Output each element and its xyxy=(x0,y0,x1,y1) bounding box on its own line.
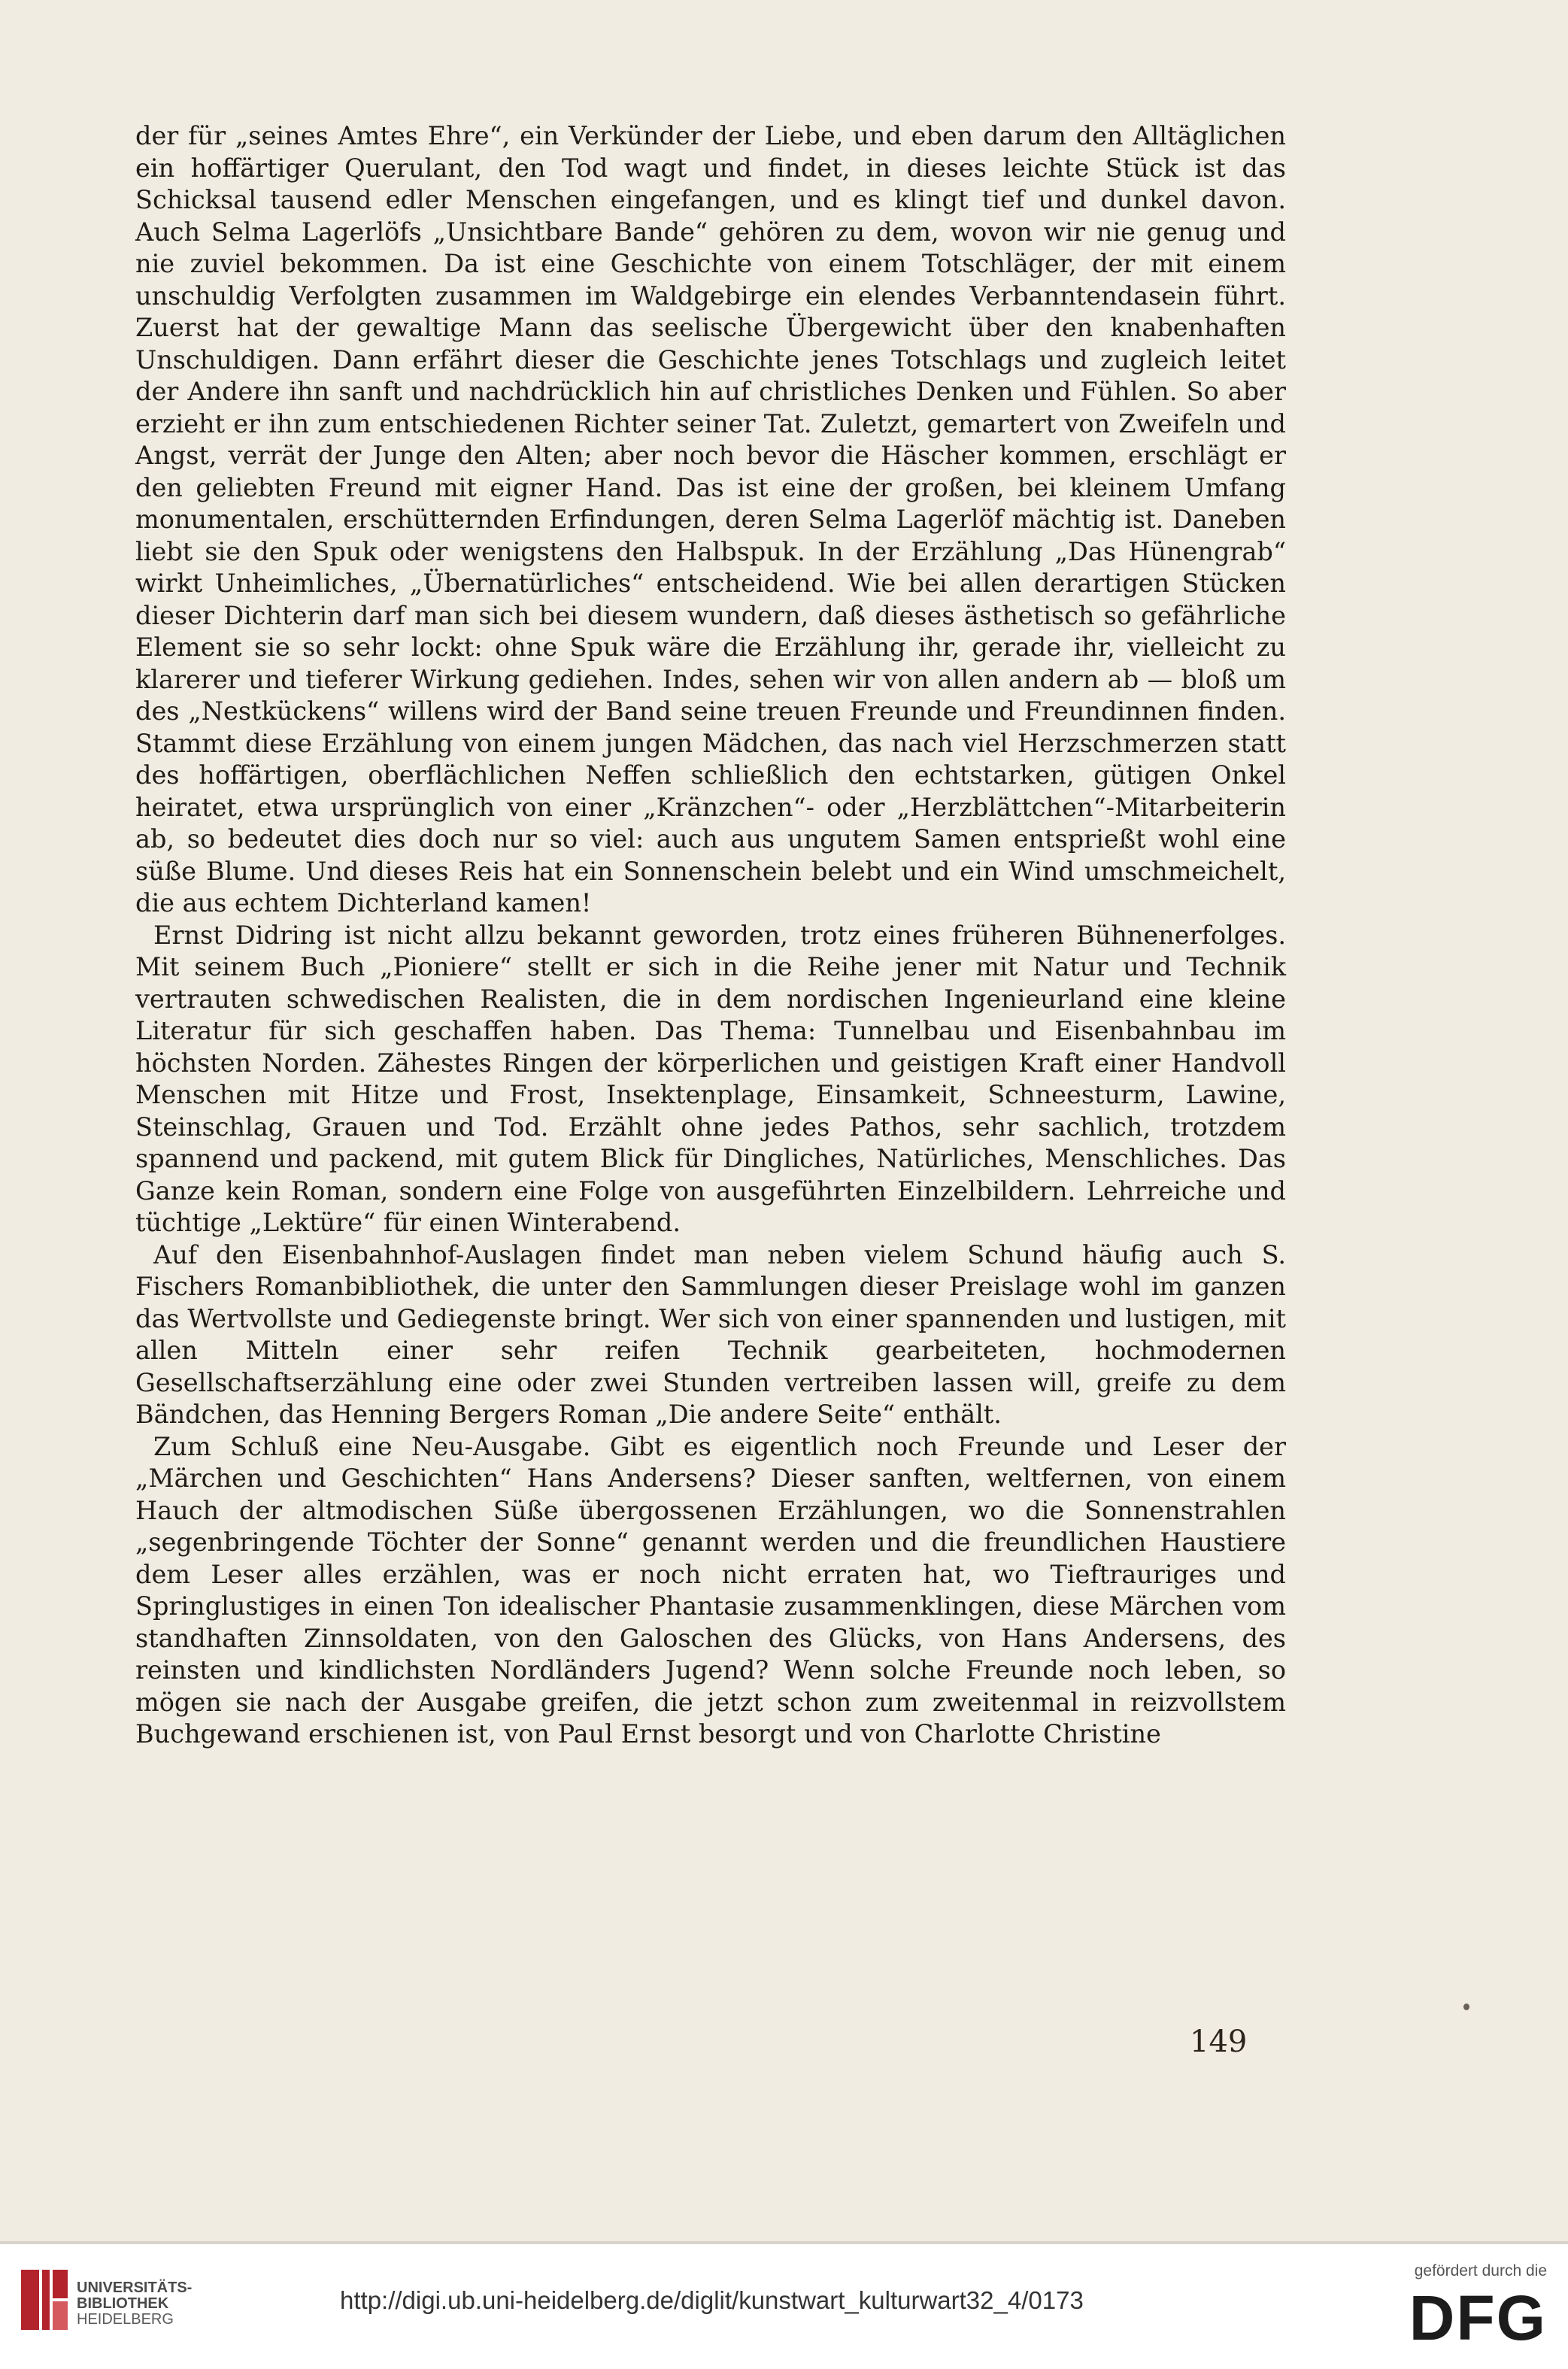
library-emblem-icon xyxy=(17,2262,72,2337)
paragraph: der für „seines Amtes Ehre“, ein Verkünder der Liebe, und eben darum den Alltäglichen ein hoffärtiger Querulant, den Tod wagt und findet, in dieses leichte Stück ist das Schicksal tausend edler Menschen eingefangen, und es klingt tief und dunkel davon. Auch Selma Lagerlöfs „Unsichtbare Bande“ gehören zu dem, wovon wir nie genug und nie zuviel bekommen. Da ist eine Geschichte von einem Totschläger, der mit einem unschuldig Verfolgten zusammen im Waldgebirge ein elendes Verbanntendasein führt. Zuerst hat der gewaltige Mann das seelische Übergewicht über den knabenhaften Unschuldigen. Dann erfährt dieser die Geschichte jenes Totschlags und zugleich leitet der Andere ihn sanft und nachdrücklich hin auf christliches Denken und Fühlen. So aber erzieht er ihn zum entschiedenen Richter seiner Tat. Zuletzt, gemartert von Zweifeln und Angst, verrät der Junge den Alten; aber noch bevor die Häscher kommen, erschlägt er den geliebten Freund mit eigner Hand. Das ist eine der großen, bei kleinem Umfang monumentalen, erschütternden Erfindungen, deren Selma Lagerlöf mächtig ist. Daneben liebt sie den Spuk oder wenigstens den Halbspuk. In der Erzählung „Das Hünengrab“ wirkt Unheimliches, „Übernatürliches“ entscheidend. Wie bei allen derartigen Stücken dieser Dichterin darf man sich bei diesem wundern, daß dieses ästhetisch so gefährliche Element sie so sehr lockt: ohne Spuk wäre die Erzählung ihr, gerade ihr, vielleicht zu klarerer und tieferer Wirkung gediehen. Indes, sehen wir von allen andern ab — bloß um des „Nestkückens“ willens wird der Band seine treuen Freunde und Freundinnen finden. Stammt diese Erzählung von einem jungen Mädchen, das nach viel Herzschmerzen statt des hoffärtigen, oberflächlichen Neffen schließlich den echtstarken, gütigen Onkel heiratet, etwa ursprünglich von einer „Kränzchen“- oder „Herzblättchen“-Mitarbeiterin ab, so bedeutet dies doch nur so viel: auch aus ungutem Samen entsprießt wohl eine süße Blume. Und dieses Reis hat ein Sonnenschein belebt und ein Wind umschmeichelt, die aus echtem Dichterland kamen! xyxy=(135,121,1286,918)
paragraph: Auf den Eisenbahnhof-Auslagen findet man neben vielem Schund häufig auch S. Fischers Romanbibliothek, die unter den Sammlungen dieser Preislage wohl im ganzen das Wertvollste und Gediegenste bringt. Wer sich von einer spannenden und lustigen, mit allen Mitteln einer sehr reifen Technik gearbeiteten, hochmodernen Gesellschaftserzählung eine oder zwei Stunden vertreiben lassen will, greife zu dem Bändchen, das Henning Bergers Roman „Die andere Seite“ enthält. xyxy=(135,1239,1286,1429)
library-name xyxy=(77,2280,192,2328)
library-name-line: HEIDELBERG xyxy=(77,2311,174,2328)
viewer-footer xyxy=(0,2241,1568,2369)
sponsor-block xyxy=(1397,2262,1547,2353)
library-name-line: BIBLIOTHEK xyxy=(77,2295,169,2312)
paragraph: Ernst Didring ist nicht allzu bekannt geworden, trotz eines früheren Bühnenerfolges. Mit seinem Buch „Pioniere“ stellt er sich in die Reihe jener mit Natur und Technik vertrauten schwedischen Realisten, die in dem nordischen Ingenieurland eine kleine Literatur für sich geschaffen haben. Das Thema: Tunnelbau und Eisenbahnbau im höchsten Norden. Zähestes Ringen der körperlichen und geistigen Kraft einer Handvoll Menschen mit Hitze und Frost, Insektenplage, Einsamkeit, Schneesturm, Lawine, Steinschlag, Grauen und Tod. Erzählt ohne jedes Pathos, sehr sachlich, trotzdem spannend und packend, mit gutem Blick für Dingliches, Natürliches, Menschliches. Das Ganze kein Roman, sondern eine Folge von ausgeführten Einzelbildern. Lehrreiche und tüchtige „Lektüre“ für einen Winterabend. xyxy=(135,920,1286,1237)
dfg-logo[interactable]: DFG xyxy=(1409,2283,1547,2353)
body-text xyxy=(135,120,1286,1751)
scan-speck xyxy=(1463,2003,1469,2010)
footer-divider xyxy=(0,2241,1568,2244)
page-number: 149 xyxy=(1190,2025,1248,2059)
library-logo[interactable] xyxy=(17,2262,193,2337)
sponsor-label: gefördert durch die xyxy=(1414,2262,1547,2280)
paragraph: Zum Schluß eine Neu-Ausgabe. Gibt es eigentlich noch Freunde und Leser der „Märchen und Geschichten“ Hans Andersens? Dieser sanften, weltfernen, von einem Hauch der altmodischen Süße übergossenen Erzählungen, wo die Sonnenstrahlen „segenbringende Töchter der Sonne“ genannt werden und die freundlichen Haustiere dem Leser alles erzählen, was er noch nicht erraten hat, wo Tieftrauriges und Springlustiges in einen Ton idealischer Phantasie zusammenklingen, diese Märchen vom standhaften Zinnsoldaten, von den Galoschen des Glücks, von Hans Andersens, des reinsten und kindlichsten Nordländers Jugend? Wenn solche Freunde noch leben, so mögen sie nach der Ausgabe greifen, die jetzt schon zum zweitenmal in reizvollstem Buchgewand erschienen ist, von Paul Ernst besorgt und von Charlotte Christine xyxy=(135,1431,1286,1749)
permalink-url[interactable]: http://digi.ub.uni-heidelberg.de/diglit/kunstwart_kulturwart32_4/0173 xyxy=(340,2286,1084,2314)
library-name-line: UNIVERSITÄTS- xyxy=(77,2280,193,2296)
